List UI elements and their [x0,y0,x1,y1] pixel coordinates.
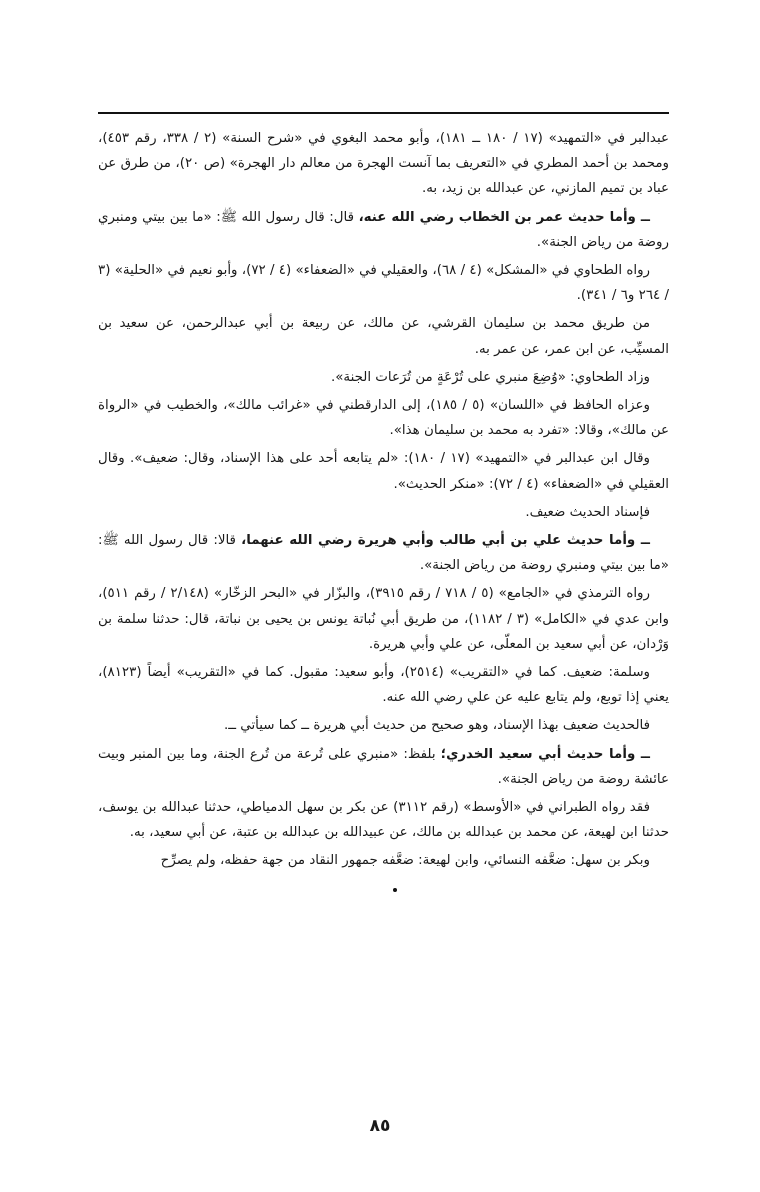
paragraph-text: رواه الطحاوي في «المشكل» (٤ / ٦٨)، والعقيلي في «الضعفاء» (٤ / ٧٢)، وأبو نعيم في «الحلية» (٣ / ٢٦٤ و٦ / ٣٤١). [98,263,669,304]
paragraph-6 [98,393,669,443]
paragraph-2 [98,205,669,255]
section-lead: ــ وأما حديث عمر بن الخطاب رضي الله عنه، [358,209,651,225]
paragraph-text: بلفظ: «منبري على تُرعة من تُرع الجنة، وما بين المنبر وبيت عائشة روضة من رياض الجنة». [98,746,669,787]
paragraph-5 [98,365,669,390]
page-number: ٨٥ [369,1116,391,1136]
paragraph-9 [98,528,669,578]
paragraph-8 [98,500,669,525]
paragraph-11 [98,660,669,710]
paragraph-text: عبدالبر في «التمهيد» (١٧ / ١٨٠ ــ ١٨١)، وأبو محمد البغوي في «شرح السنة» (٢ / ٣٣٨، رقم ٤٥٣)، ومحمد بن أحمد المطري في «التعريف بما آنست الهجرة من معالم دار الهجرة» (ص ٢٠)، من طرق عن عباد بن تميم المازني، عن عبدالله بن زيد، به. [98,131,669,197]
margin-dot [393,888,397,892]
paragraph-7 [98,446,669,496]
section-lead: ــ وأما حديث علي بن أبي طالب وأبي هريرة رضي الله عنهما، [241,533,650,549]
paragraph-text: فقد رواه الطبراني في «الأوسط» (رقم ٣١١٢) عن بكر بن سهل الدمياطي، حدثنا عبدالله بن يوسف، حدثنا ابن لهيعة، عن محمد بن عبدالله بن مالك، عن عبيدالله بن عبدالله بن عتبة، عن أبي سعيد، به. [98,800,669,841]
paragraph-text: وبكر بن سهل: ضعَّفه النسائي، وابن لهيعة: ضعَّفه جمهور النقاد من جهة حفظه، ولم يصرِّح [160,853,650,869]
section-lead: ــ وأما حديث أبي سعيد الخدري؛ [440,746,650,762]
paragraph-text: قالا: قال رسول الله ﷺ: «ما بين بيتي ومنبري روضة من رياض الجنة». [98,533,669,574]
paragraph-text: وزاد الطحاوي: «وُضِعَ منبري على تُرْعَةٍ من تُرَعات الجنة». [330,369,650,385]
paragraph-text: قال: قال رسول الله ﷺ: «ما بين بيتي ومنبري روضة من رياض الجنة». [98,209,669,250]
paragraph-3 [98,258,669,308]
page-body [98,126,669,874]
paragraph-text: وسلمة: ضعيف. كما في «التقريب» (٢٥١٤)، وأبو سعيد: مقبول. كما في «التقريب» أيضاً (٨١٢٣)، يعني إذا توبع، ولم يتابع عليه عن علي رضي الله عنه. [98,665,669,706]
paragraph-text: وقال ابن عبدالبر في «التمهيد» (١٧ / ١٨٠): «لم يتابعه أحد على هذا الإسناد، وقال: ضعيف». وقال العقيلي في «الضعفاء» (٤ / ٧٢): «منكر الحديث». [98,451,669,492]
paragraph-12 [98,713,669,738]
paragraph-text: رواه الترمذي في «الجامع» (٥ / ٧١٨ / رقم ٣٩١٥)، والبزّار في «البحر الزخّار» (٢/١٤٨ / رقم ٥١١)، وابن عدي في «الكامل» (٣ / ١١٨٢)، من طريق أبي نُباتة يونس بن يحيى بن نباتة، قال: حدثنا سلمة بن وَرْدان، عن أبي سعيد بن المعلّى، عن علي وأبي هريرة. [98,586,669,652]
paragraph-1 [98,126,669,202]
paragraph-text: وعزاه الحافظ في «اللسان» (٥ / ١٨٥)، إلى الدارقطني في «غرائب مالك»، والخطيب في «الرواة عن مالك»، وقالا: «تفرد به محمد بن سليمان هذا». [98,398,669,439]
paragraph-text: فالحديث ضعيف بهذا الإسناد، وهو صحيح من حديث أبي هريرة ــ كما سيأتي ــ. [223,718,650,734]
paragraph-text: فإسناد الحديث ضعيف. [525,504,650,520]
paragraph-10 [98,581,669,657]
header-rule [98,112,669,114]
paragraph-13 [98,742,669,792]
paragraph-14 [98,795,669,845]
paragraph-15 [98,848,669,873]
paragraph-4 [98,311,669,361]
paragraph-text: من طريق محمد بن سليمان القرشي، عن مالك، عن ربيعة بن أبي عبدالرحمن، عن سعيد بن المسيِّب، عن ابن عمر، عن عمر به. [98,316,669,357]
